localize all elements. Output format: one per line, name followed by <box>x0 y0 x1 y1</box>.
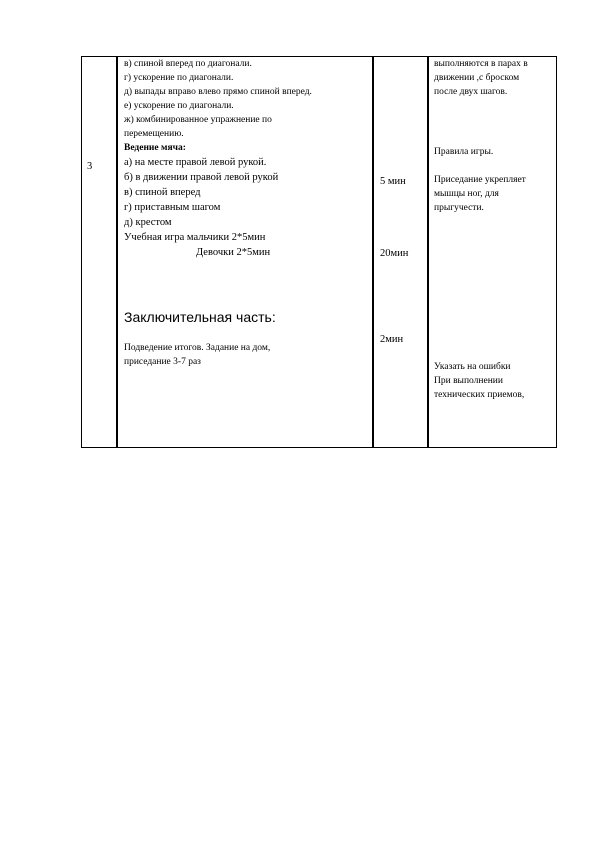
note-line: Приседание укрепляет <box>434 175 526 185</box>
dribbling-heading: Ведение мяча: <box>124 143 186 153</box>
column-divider-1 <box>116 56 118 448</box>
final-heading: Заключительная часть: <box>124 309 276 325</box>
table-top-border <box>81 56 557 57</box>
content-line: е) ускорение по диагонали. <box>124 101 234 111</box>
dribbling-line: г) приставным шагом <box>124 202 221 213</box>
game-boys: Учебная игра мальчики 2*5мин <box>124 232 266 243</box>
note-line: выполняются в парах в <box>434 59 528 69</box>
note-line: после двух шагов. <box>434 87 508 97</box>
note-line: движении ,с броском <box>434 73 520 83</box>
game-girls: Девочки 2*5мин <box>196 247 271 258</box>
content-line: перемещению. <box>124 129 184 139</box>
content-line: г) ускорение по диагонали. <box>124 73 234 83</box>
dribbling-line: а) на месте правой левой рукой. <box>124 157 267 168</box>
note-line: технических приемов, <box>434 390 525 400</box>
final-line: приседание 3-7 раз <box>124 357 201 367</box>
content-line: д) выпады вправо влево прямо спиной вперед. <box>124 87 312 97</box>
content-line: ж) комбинированное упражнение по <box>124 115 272 125</box>
time-final: 2мин <box>380 334 404 345</box>
note-line: При выполнении <box>434 376 503 386</box>
note-rules: Правила игры. <box>434 147 494 157</box>
column-divider-2 <box>372 56 374 448</box>
content-line: в) спиной вперед по диагонали. <box>124 59 252 69</box>
final-line: Подведение итогов. Задание на дом, <box>124 343 271 353</box>
time-dribbling: 5 мин <box>380 176 406 187</box>
dribbling-line: д) крестом <box>124 217 172 228</box>
note-line: прыгучести. <box>434 203 484 213</box>
dribbling-line: б) в движении правой левой рукой <box>124 172 279 183</box>
note-line: мышцы ног, для <box>434 189 499 199</box>
table-left-border <box>81 56 82 448</box>
column-divider-3 <box>427 56 429 448</box>
table-bottom-border <box>81 447 557 448</box>
lesson-plan-table <box>81 56 557 448</box>
table-right-border <box>556 56 557 448</box>
dribbling-line: в) спиной вперед <box>124 187 201 198</box>
note-line: Указать на ошибки <box>434 362 511 372</box>
row-number: 3 <box>87 161 93 172</box>
time-game: 20мин <box>380 248 409 259</box>
